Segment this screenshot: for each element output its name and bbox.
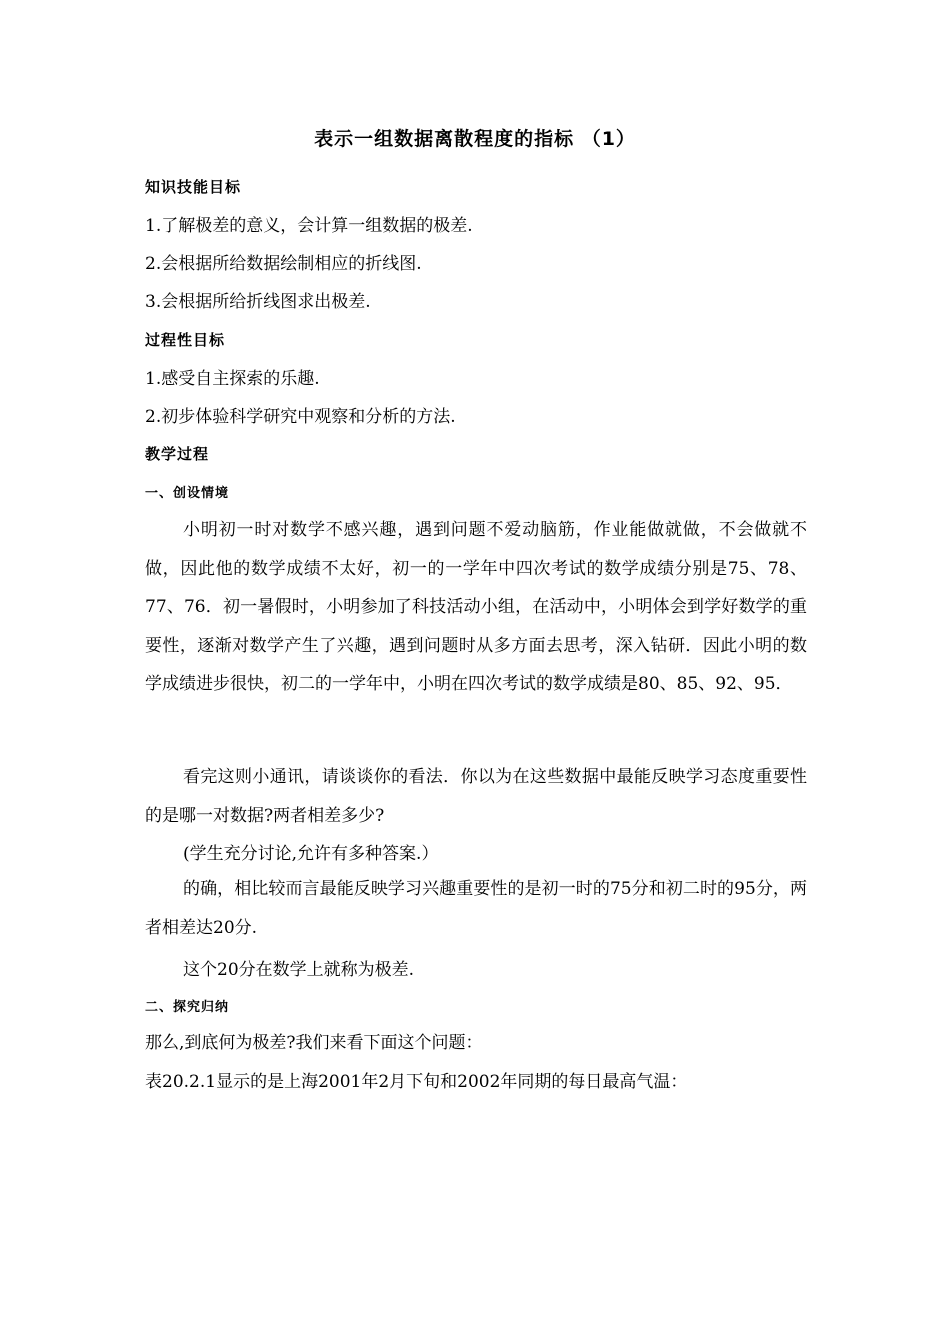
knowledge-objective-3: 3.会根据所给折线图求出极差.: [145, 292, 371, 312]
process-objective-2: 2.初步体验科学研究中观察和分析的方法.: [145, 407, 456, 427]
section-1-paragraph-3: (学生充分讨论,允许有多种答案.）: [183, 844, 439, 864]
section-1-paragraph-1: 小明初一时对数学不感兴趣，遇到问题不爱动脑筋，作业能做就做，不会做就不做，因此他的数学成绩不太好，初一的一学年中四次考试的数学成绩分别是75、78、77、76．初一暑假时，小明参加了科技活动小组，在活动中，小明体会到学好数学的重要性，逐渐对数学产生了兴趣，遇到问题时从多方面去思考，深入钻研．因此小明的数学成绩进步很快，初二的一学年中，小明在四次考试的数学成绩是80、85、92、95．: [145, 520, 807, 695]
section-1-heading: 一、创设情境: [145, 486, 230, 501]
knowledge-objective-1: 1.了解极差的意义，会计算一组数据的极差.: [145, 216, 473, 236]
section-1-paragraph-4: 的确，相比较而言最能反映学习兴趣重要性的是初一时的75分和初二时的95分，两者相差达20分.: [145, 879, 807, 938]
section-1-paragraph-2: 看完这则小通讯，请谈谈你的看法．你以为在这些数据中最能反映学习态度重要性的是哪一对数据?两者相差多少?: [145, 767, 807, 826]
process-objective-1: 1.感受自主探索的乐趣.: [145, 369, 320, 389]
section-2-paragraph-1: 那么,到底何为极差?我们来看下面这个问题：: [145, 1033, 483, 1053]
teaching-process-heading: 教学过程: [145, 445, 210, 463]
process-objectives-heading: 过程性目标: [145, 331, 226, 349]
section-2-heading: 二、探究归纳: [145, 1000, 230, 1015]
section-1-paragraph-5: 这个20分在数学上就称为极差.: [183, 960, 415, 980]
section-2-paragraph-2: 表20.2.1显示的是上海2001年2月下旬和2002年同期的每日最高气温：: [145, 1072, 688, 1092]
document-title: 表示一组数据离散程度的指标 （1）: [314, 128, 636, 150]
knowledge-objective-2: 2.会根据所给数据绘制相应的折线图.: [145, 254, 422, 274]
knowledge-objectives-heading: 知识技能目标: [145, 178, 242, 196]
